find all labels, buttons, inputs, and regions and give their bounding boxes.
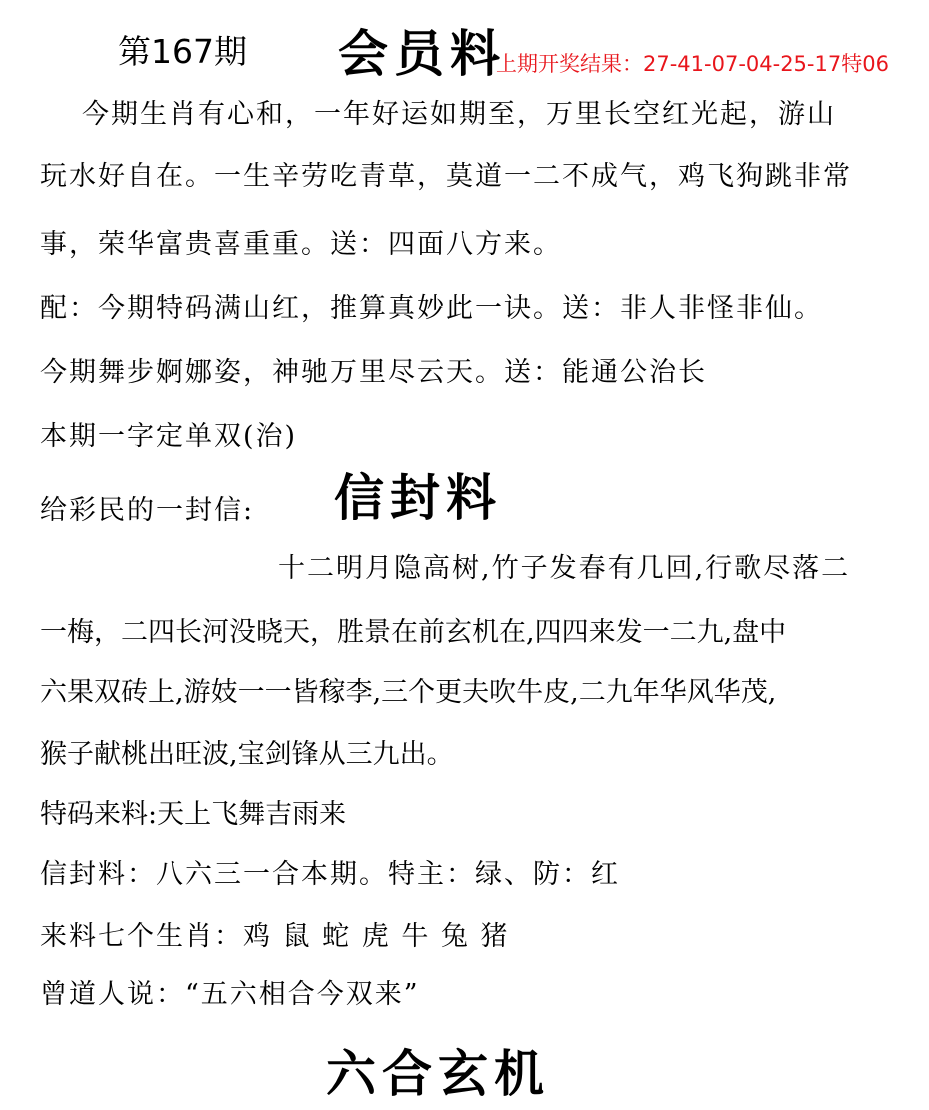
footer-title: 六合玄机 [326, 1044, 550, 1103]
member-title: 会员料 [338, 24, 506, 83]
quote-line: 曾道人说：“五六相合今双来” [40, 979, 420, 1010]
member-line-5: 今期舞步婀娜姿，神驰万里尽云天。送：能通公治长 [40, 357, 707, 388]
member-line-6: 本期一字定单双(治) [40, 421, 298, 452]
member-line-1: 今期生肖有心和，一年好运如期至，万里长空红光起，游山 [82, 99, 836, 130]
special-code-line: 特码来料:天上飞舞吉雨来 [40, 799, 347, 830]
letter-line-2: 一梅，二四长河没晓天，胜景在前玄机在,四四来发一二九,盘中 [40, 617, 787, 648]
member-line-3: 事，荣华富贵喜重重。送：四面八方来。 [40, 229, 562, 260]
issue-number: 第167期 [118, 32, 247, 71]
letter-line-4: 猴子献桃出旺波,宝剑锋从三九出。 [40, 739, 454, 770]
member-line-4: 配：今期特码满山红，推算真妙此一诀。送：非人非怪非仙。 [40, 293, 823, 324]
letter-line-3: 六果双砖上,游妓一一皆稼李,三个更夫吹牛皮,二九年华风华茂, [40, 677, 777, 708]
zodiac-line: 来料七个生肖：鸡 鼠 蛇 虎 牛 兔 猪 [40, 921, 510, 952]
last-result: 上期开奖结果：27-41-07-04-25-17特06 [496, 52, 889, 76]
letter-line-1: 十二明月隐高树,竹子发春有几回,行歌尽落二 [278, 553, 851, 584]
member-line-2: 玩水好自在。一生辛劳吃青草，莫道一二不成气，鸡飞狗跳非常 [40, 161, 852, 192]
envelope-code-line: 信封料：八六三一合本期。特主：绿、防：红 [40, 859, 620, 890]
letter-title: 信封料 [334, 468, 502, 527]
letter-intro: 给彩民的一封信: [40, 495, 255, 526]
